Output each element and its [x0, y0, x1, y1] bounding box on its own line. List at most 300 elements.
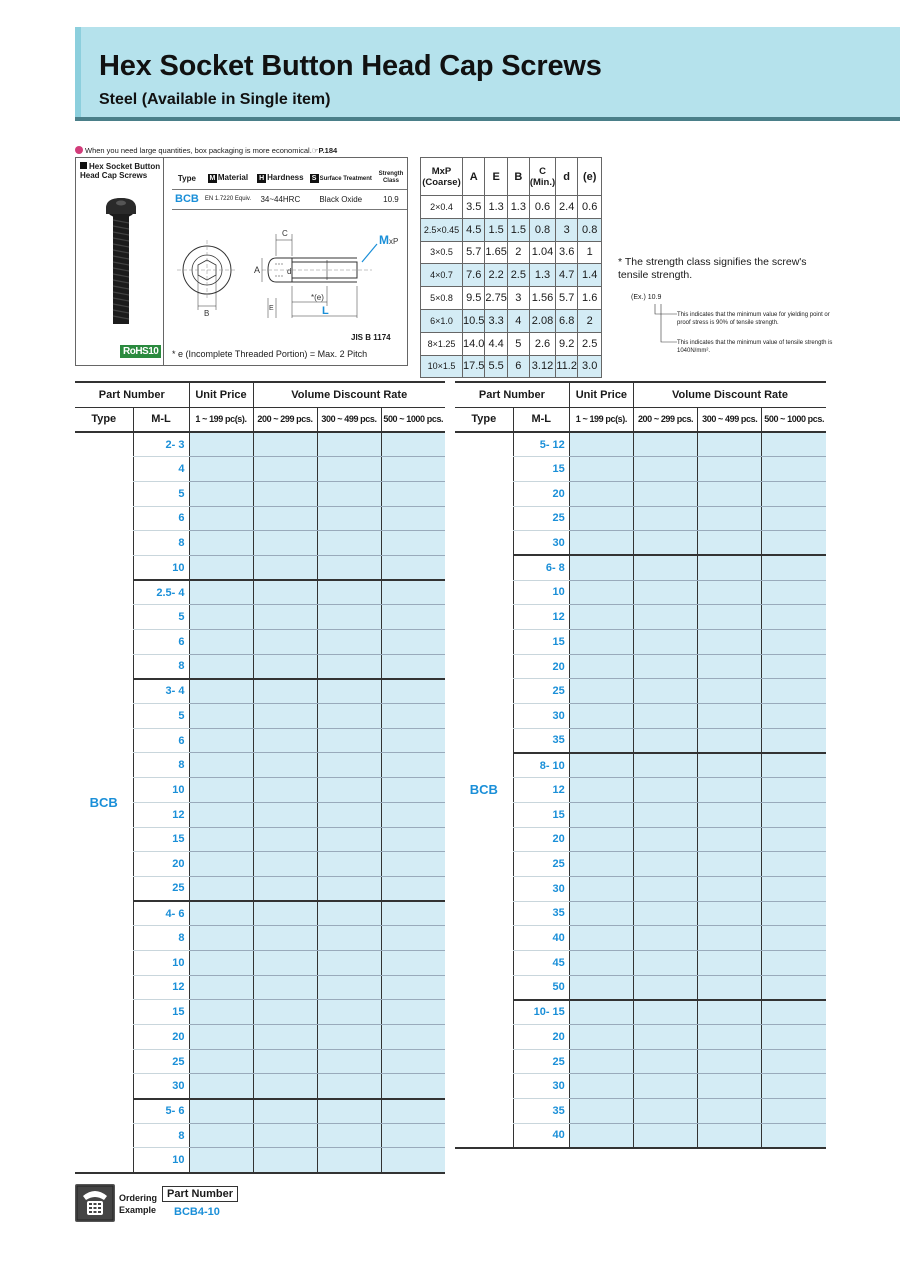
price-cell — [381, 1148, 445, 1173]
ml-cell: 6- 8 — [513, 555, 569, 580]
ml-cell: 25 — [513, 1049, 569, 1074]
price-cell — [762, 555, 826, 580]
price-cell — [189, 753, 253, 778]
header-type: Type — [75, 407, 133, 432]
price-cell — [317, 531, 381, 556]
page-subtitle: Steel (Available in Single item) — [99, 91, 331, 108]
price-cell — [569, 975, 633, 1000]
price-cell — [698, 1049, 762, 1074]
price-cell — [762, 531, 826, 556]
arrow-icon: ☞ — [311, 146, 319, 155]
dim-row — [421, 196, 602, 219]
price-cell — [633, 605, 697, 630]
price-cell — [762, 704, 826, 729]
square-icon — [80, 162, 87, 169]
ml-cell: 30 — [513, 704, 569, 729]
header-range-r2: 200 ~ 299 pcs. — [633, 407, 697, 432]
price-cell — [698, 827, 762, 852]
ml-cell: 20 — [513, 481, 569, 506]
ml-cell: 30 — [133, 1074, 189, 1099]
dim-cell: 2×0.4 — [421, 196, 463, 219]
price-cell — [633, 1000, 697, 1025]
price-cell — [698, 778, 762, 803]
dim-cell: 2.2 — [485, 264, 507, 287]
dim-cell: 3 — [556, 218, 578, 241]
price-cell — [253, 753, 317, 778]
price-cell — [762, 481, 826, 506]
header-volume-discount: Volume Discount Rate — [633, 382, 826, 407]
dim-cell: 5×0.8 — [421, 287, 463, 310]
ml-cell: 5 — [133, 704, 189, 729]
dim-e-label: *(e) — [311, 293, 324, 302]
ml-cell: 6 — [133, 728, 189, 753]
price-cell — [569, 605, 633, 630]
ml-cell: 12 — [513, 605, 569, 630]
ml-cell: 8 — [133, 1123, 189, 1148]
price-cell — [253, 605, 317, 630]
dim-cell: 4.7 — [556, 264, 578, 287]
type-cell: BCB — [75, 432, 133, 1173]
dim-cell: 1.3 — [529, 264, 555, 287]
price-cell — [698, 950, 762, 975]
page-title: Hex Socket Button Head Cap Screws — [99, 50, 602, 82]
price-cell — [762, 876, 826, 901]
price-cell — [633, 481, 697, 506]
dim-header-0: MxP (Coarse) — [421, 158, 463, 196]
price-cell — [698, 654, 762, 679]
dim-row — [421, 287, 602, 310]
price-cell — [189, 876, 253, 901]
ml-cell: 6 — [133, 506, 189, 531]
dim-cell: 0.6 — [578, 196, 602, 219]
header-range-r2: 200 ~ 299 pcs. — [253, 407, 317, 432]
header-ml: M-L — [133, 407, 189, 432]
price-cell — [633, 457, 697, 482]
dim-cell: 5 — [507, 332, 529, 355]
ml-cell: 5 — [133, 605, 189, 630]
price-cell — [317, 1099, 381, 1124]
price-cell — [253, 778, 317, 803]
price-cell — [762, 1049, 826, 1074]
price-cell — [633, 654, 697, 679]
price-cell — [633, 901, 697, 926]
price-cell — [253, 1074, 317, 1099]
price-cell — [253, 630, 317, 655]
screw-diagram — [172, 228, 407, 328]
price-cell — [317, 778, 381, 803]
dim-cell: 4 — [507, 309, 529, 332]
price-cell — [762, 1074, 826, 1099]
ordering-pn-header: Part Number — [162, 1186, 238, 1202]
dim-mxp-label: MxP — [379, 233, 399, 247]
price-cell — [762, 580, 826, 605]
price-cell — [762, 654, 826, 679]
ml-cell: 20 — [513, 1025, 569, 1050]
price-cell — [569, 802, 633, 827]
hardness-badge-icon: H — [259, 175, 265, 183]
dim-cell: 1.56 — [529, 287, 555, 310]
packaging-note-text: When you need large quantities, box packaging is more economical. — [85, 146, 312, 155]
divider — [163, 158, 164, 365]
price-cell — [317, 1049, 381, 1074]
dim-cell: 1.3 — [507, 196, 529, 219]
price-cell — [189, 1074, 253, 1099]
price-cell — [317, 630, 381, 655]
price-cell — [762, 1099, 826, 1124]
spec-table — [172, 168, 407, 210]
price-cell — [253, 926, 317, 951]
ml-cell: 8 — [133, 654, 189, 679]
price-cell — [569, 827, 633, 852]
price-cell — [633, 432, 697, 457]
ml-cell: 8 — [133, 926, 189, 951]
ml-cell: 10- 15 — [513, 1000, 569, 1025]
price-cell — [381, 1123, 445, 1148]
price-cell — [317, 901, 381, 926]
price-cell — [381, 778, 445, 803]
price-cell — [189, 852, 253, 877]
price-cell — [698, 605, 762, 630]
price-cell — [317, 481, 381, 506]
price-cell — [381, 605, 445, 630]
price-cell — [381, 975, 445, 1000]
price-cell — [317, 432, 381, 457]
ml-cell: 10 — [133, 1148, 189, 1173]
price-cell — [762, 802, 826, 827]
price-cell — [633, 580, 697, 605]
dim-d-label: d — [287, 267, 292, 276]
price-cell — [317, 728, 381, 753]
price-cell — [189, 704, 253, 729]
price-cell — [317, 654, 381, 679]
price-cell — [762, 950, 826, 975]
ml-cell: 3- 4 — [133, 679, 189, 704]
price-cell — [189, 580, 253, 605]
price-cell — [253, 975, 317, 1000]
price-cell — [698, 1123, 762, 1148]
price-cell — [569, 506, 633, 531]
price-cell — [569, 876, 633, 901]
dim-cell: 2.5×0.45 — [421, 218, 463, 241]
dim-row — [421, 309, 602, 332]
price-cell — [569, 555, 633, 580]
dim-cell: 3.6 — [556, 241, 578, 264]
price-cell — [569, 481, 633, 506]
price-cell — [317, 1123, 381, 1148]
price-cell — [253, 580, 317, 605]
spec-strength-value: 10.9 — [375, 189, 407, 209]
ml-cell: 35 — [513, 728, 569, 753]
ml-cell: 10 — [513, 580, 569, 605]
price-cell — [633, 1074, 697, 1099]
price-cell — [189, 1000, 253, 1025]
e-footnote: * e (Incomplete Threaded Portion) = Max. 2 Pitch — [172, 349, 368, 359]
price-cell — [381, 926, 445, 951]
table-row — [455, 432, 826, 457]
price-cell — [253, 802, 317, 827]
price-cell — [253, 481, 317, 506]
price-cell — [569, 432, 633, 457]
price-cell — [762, 753, 826, 778]
price-cell — [633, 728, 697, 753]
price-cell — [381, 481, 445, 506]
price-cell — [633, 1025, 697, 1050]
price-cell — [317, 580, 381, 605]
price-cell — [189, 1123, 253, 1148]
price-cell — [762, 506, 826, 531]
price-cell — [698, 457, 762, 482]
ml-cell: 5 — [133, 481, 189, 506]
price-cell — [317, 852, 381, 877]
price-cell — [189, 975, 253, 1000]
dim-cell: 2 — [507, 241, 529, 264]
packaging-note-ref[interactable]: P.184 — [318, 146, 338, 155]
dim-header-1: A — [463, 158, 485, 196]
dim-cell: 9.2 — [556, 332, 578, 355]
dim-cell: 3.3 — [485, 309, 507, 332]
dim-cell: 1.6 — [578, 287, 602, 310]
dim-header-5: d — [556, 158, 578, 196]
dim-l-label: L — [322, 305, 329, 317]
lightbulb-icon — [75, 146, 83, 154]
price-cell — [381, 901, 445, 926]
price-cell — [317, 679, 381, 704]
price-cell — [569, 852, 633, 877]
ml-cell: 5- 12 — [513, 432, 569, 457]
price-cell — [762, 605, 826, 630]
price-cell — [633, 852, 697, 877]
surface-badge-icon: S — [310, 174, 319, 183]
header-unit-price: Unit Price — [569, 382, 633, 407]
ml-cell: 12 — [133, 802, 189, 827]
header-range-r3: 300 ~ 499 pcs. — [317, 407, 381, 432]
dim-cell: 3×0.5 — [421, 241, 463, 264]
dim-cell: 1.65 — [485, 241, 507, 264]
price-cell — [698, 580, 762, 605]
price-cell — [633, 827, 697, 852]
price-cell — [698, 975, 762, 1000]
header-part-number: Part Number — [455, 382, 569, 407]
price-cell — [381, 630, 445, 655]
price-cell — [633, 753, 697, 778]
spec-type-value: BCB — [172, 189, 202, 209]
price-cell — [633, 630, 697, 655]
dim-cell: 2 — [578, 309, 602, 332]
price-cell — [698, 481, 762, 506]
ml-cell: 25 — [513, 506, 569, 531]
phone-icon — [75, 1184, 115, 1222]
price-cell — [381, 432, 445, 457]
price-cell — [762, 778, 826, 803]
dim-cell: 2.08 — [529, 309, 555, 332]
price-cell — [253, 506, 317, 531]
price-cell — [569, 901, 633, 926]
price-cell — [253, 852, 317, 877]
jis-standard: JIS B 1174 — [351, 333, 391, 342]
ml-cell: 10 — [133, 555, 189, 580]
price-cell — [633, 704, 697, 729]
material-badge-icon: M — [209, 175, 216, 183]
strength-class-note: * The strength class signifies the screw's tensile strength. — [618, 256, 807, 281]
price-cell — [633, 778, 697, 803]
ml-cell: 15 — [513, 802, 569, 827]
packaging-note — [75, 146, 337, 155]
header-range-r3: 300 ~ 499 pcs. — [698, 407, 762, 432]
dim-header-3: B — [507, 158, 529, 196]
price-cell — [698, 506, 762, 531]
dim-cell: 2.5 — [507, 264, 529, 287]
price-cell — [253, 704, 317, 729]
price-cell — [698, 1099, 762, 1124]
price-cell — [189, 679, 253, 704]
ml-cell: 30 — [513, 876, 569, 901]
price-cell — [633, 555, 697, 580]
ml-cell: 15 — [513, 457, 569, 482]
price-cell — [253, 827, 317, 852]
price-cell — [698, 1025, 762, 1050]
price-cell — [762, 679, 826, 704]
dim-cell: 10.5 — [463, 309, 485, 332]
spec-hardness-value: 34~44HRC — [254, 189, 306, 209]
dim-cell: 5.5 — [485, 355, 507, 378]
dim-row — [421, 264, 602, 287]
price-cell — [381, 1025, 445, 1050]
ml-cell: 30 — [513, 1074, 569, 1099]
price-cell — [253, 950, 317, 975]
dim-cell: 11.2 — [556, 355, 578, 378]
price-cell — [253, 1049, 317, 1074]
price-cell — [253, 679, 317, 704]
ml-cell: 40 — [513, 926, 569, 951]
price-cell — [569, 1074, 633, 1099]
price-cell — [189, 432, 253, 457]
price-cell — [698, 1074, 762, 1099]
price-cell — [381, 1099, 445, 1124]
price-cell — [317, 827, 381, 852]
dim-cell: 3.12 — [529, 355, 555, 378]
header-part-number: Part Number — [75, 382, 189, 407]
price-cell — [253, 1148, 317, 1173]
price-cell — [698, 728, 762, 753]
price-cell — [569, 704, 633, 729]
price-cell — [317, 950, 381, 975]
dim-e-small-label: E — [269, 305, 274, 312]
product-name: Hex Socket Button Head Cap Screws — [80, 162, 161, 180]
price-cell — [569, 950, 633, 975]
price-cell — [762, 630, 826, 655]
price-cell — [253, 1123, 317, 1148]
dim-header-4: C (Min.) — [529, 158, 555, 196]
price-cell — [317, 457, 381, 482]
dim-c-label: C — [282, 229, 288, 238]
price-cell — [253, 876, 317, 901]
price-cell — [762, 926, 826, 951]
price-cell — [633, 1099, 697, 1124]
price-cell — [381, 1000, 445, 1025]
price-cell — [698, 704, 762, 729]
price-cell — [189, 506, 253, 531]
header-type: Type — [455, 407, 513, 432]
price-cell — [633, 975, 697, 1000]
price-cell — [698, 901, 762, 926]
price-cell — [381, 753, 445, 778]
price-cell — [189, 630, 253, 655]
dim-cell: 2.4 — [556, 196, 578, 219]
price-cell — [762, 1000, 826, 1025]
price-cell — [381, 827, 445, 852]
price-cell — [381, 654, 445, 679]
price-cell — [698, 432, 762, 457]
ml-cell: 15 — [513, 630, 569, 655]
dim-cell: 0.6 — [529, 196, 555, 219]
price-cell — [381, 580, 445, 605]
header-range-r1: 1 ~ 199 pc(s). — [189, 407, 253, 432]
dim-cell: 7.6 — [463, 264, 485, 287]
dim-cell: 3.5 — [463, 196, 485, 219]
dim-cell: 6.8 — [556, 309, 578, 332]
dim-cell: 1.3 — [485, 196, 507, 219]
dim-cell: 9.5 — [463, 287, 485, 310]
ml-cell: 40 — [513, 1123, 569, 1148]
price-table-left — [75, 381, 445, 1174]
price-cell — [189, 778, 253, 803]
price-cell — [633, 1049, 697, 1074]
dim-row — [421, 241, 602, 264]
dim-cell: 1.5 — [507, 218, 529, 241]
ml-cell: 12 — [513, 778, 569, 803]
price-cell — [569, 728, 633, 753]
price-cell — [253, 432, 317, 457]
price-cell — [569, 753, 633, 778]
price-cell — [381, 506, 445, 531]
dim-row — [421, 355, 602, 378]
price-cell — [317, 704, 381, 729]
price-cell — [317, 506, 381, 531]
ml-cell: 25 — [513, 852, 569, 877]
ml-cell: 25 — [513, 679, 569, 704]
price-cell — [762, 901, 826, 926]
header-range-r4: 500 ~ 1000 pcs. — [381, 407, 445, 432]
spec-header-hardness: H Hardness — [254, 168, 306, 189]
price-cell — [189, 605, 253, 630]
dim-cell: 0.8 — [529, 218, 555, 241]
product-info-box — [75, 157, 408, 366]
price-cell — [317, 555, 381, 580]
ml-cell: 30 — [513, 531, 569, 556]
price-cell — [569, 654, 633, 679]
ml-cell: 25 — [133, 876, 189, 901]
price-cell — [762, 827, 826, 852]
dim-cell: 3 — [507, 287, 529, 310]
ml-cell: 10 — [133, 778, 189, 803]
ordering-example-label: Ordering Example — [119, 1193, 158, 1215]
price-cell — [569, 778, 633, 803]
price-cell — [698, 876, 762, 901]
price-cell — [381, 531, 445, 556]
price-cell — [253, 1025, 317, 1050]
price-cell — [633, 679, 697, 704]
dim-b-label: B — [204, 309, 210, 318]
header-ml: M-L — [513, 407, 569, 432]
price-cell — [633, 1123, 697, 1148]
price-cell — [317, 975, 381, 1000]
price-cell — [569, 1049, 633, 1074]
ml-cell: 35 — [513, 901, 569, 926]
ml-cell: 25 — [133, 1049, 189, 1074]
price-cell — [189, 926, 253, 951]
price-cell — [189, 481, 253, 506]
ml-cell: 20 — [513, 654, 569, 679]
